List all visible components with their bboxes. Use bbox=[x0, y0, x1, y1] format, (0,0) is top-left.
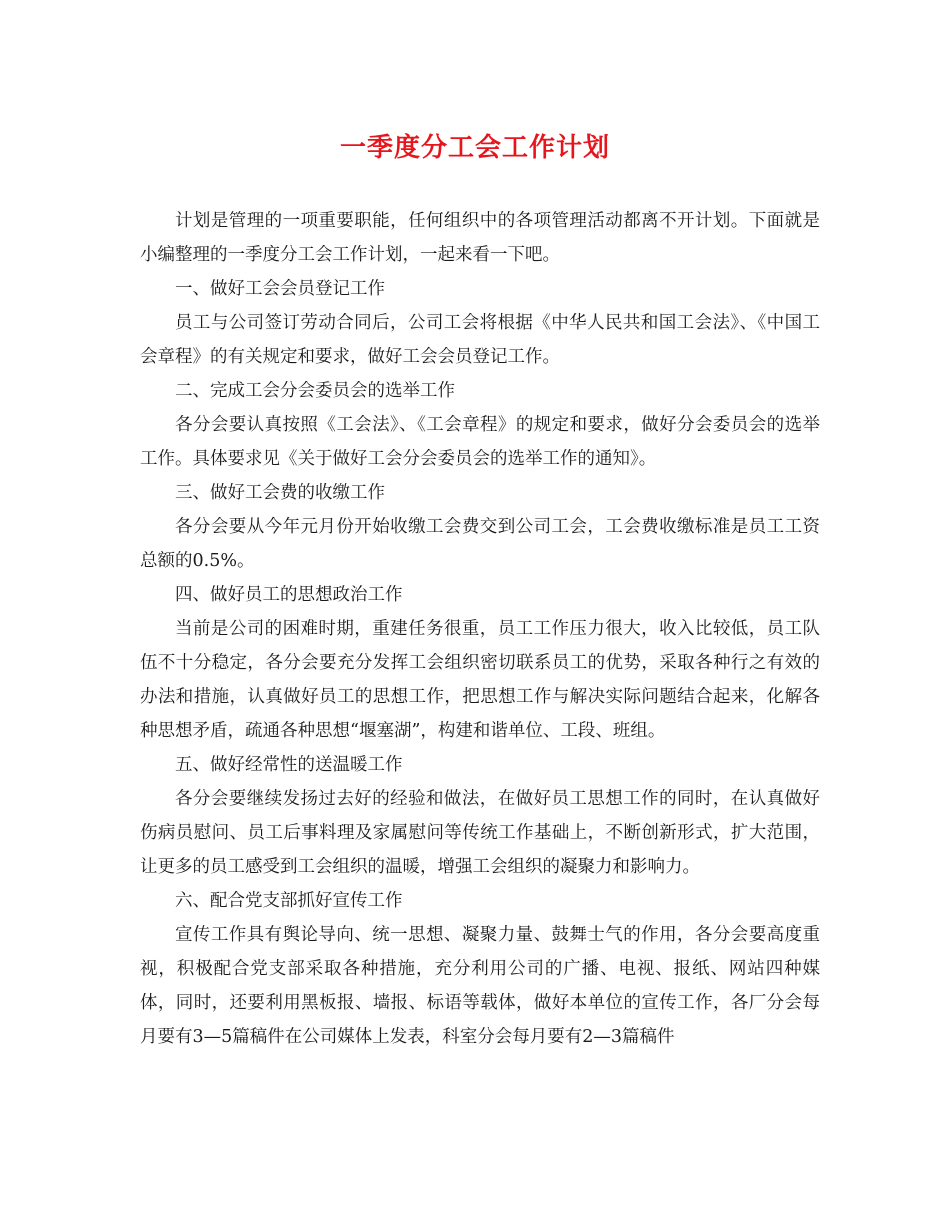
section-paragraph-1: 员工与公司签订劳动合同后，公司工会将根据《中华人民共和国工会法》、《中国工会章程》的有关规定和要求，做好工会会员登记工作。 bbox=[140, 313, 820, 367]
section-heading-1: 一、做好工会会员登记工作 bbox=[175, 279, 385, 299]
section-paragraph-3: 各分会要从今年元月份开始收缴工会费交到公司工会，工会费收缴标准是员工工资总额的0.5%。 bbox=[140, 517, 820, 571]
section-paragraph-4: 当前是公司的困难时期，重建任务很重，员工工作压力很大，收入比较低，员工队伍不十分稳定，各分会要充分发挥工会组织密切联系员工的优势，采取各种行之有效的办法和措施，认真做好员工的思想工作，把思想工作与解决实际问题结合起来，化解各种思想矛盾，疏通各种思想“堰塞湖”，构建和谐单位、工段、班组。 bbox=[140, 619, 820, 741]
document-body bbox=[140, 204, 820, 1054]
section-heading-4: 四、做好员工的思想政治工作 bbox=[175, 585, 403, 605]
intro-paragraph: 计划是管理的一项重要职能，任何组织中的各项管理活动都离不开计划。下面就是小编整理的一季度分工会工作计划，一起来看一下吧。 bbox=[140, 211, 820, 265]
document-title: 一季度分工会工作计划 bbox=[339, 133, 610, 163]
section-paragraph-5: 各分会要继续发扬过去好的经验和做法，在做好员工思想工作的同时，在认真做好伤病员慰问、员工后事料理及家属慰问等传统工作基础上，不断创新形式，扩大范围，让更多的员工感受到工会组织的温暖，增强工会组织的凝聚力和影响力。 bbox=[140, 789, 820, 877]
section-heading-2: 二、完成工会分会委员会的选举工作 bbox=[175, 381, 455, 401]
section-heading-6: 六、配合党支部抓好宣传工作 bbox=[175, 891, 403, 911]
section-heading-5: 五、做好经常性的送温暖工作 bbox=[175, 755, 403, 775]
section-paragraph-2: 各分会要认真按照《工会法》、《工会章程》的规定和要求，做好分会委员会的选举工作。具体要求见《关于做好工会分会委员会的选举工作的通知》。 bbox=[140, 415, 820, 469]
section-paragraph-6: 宣传工作具有舆论导向、统一思想、凝聚力量、鼓舞士气的作用，各分会要高度重视，积极配合党支部采取各种措施，充分利用公司的广播、电视、报纸、网站四种媒体，同时，还要利用黑板报、墙报、标语等载体，做好本单位的宣传工作，各厂分会每月要有3—5篇稿件在公司媒体上发表，科室分会每月要有2—3篇稿件 bbox=[140, 925, 820, 1047]
section-heading-3: 三、做好工会费的收缴工作 bbox=[175, 483, 385, 503]
